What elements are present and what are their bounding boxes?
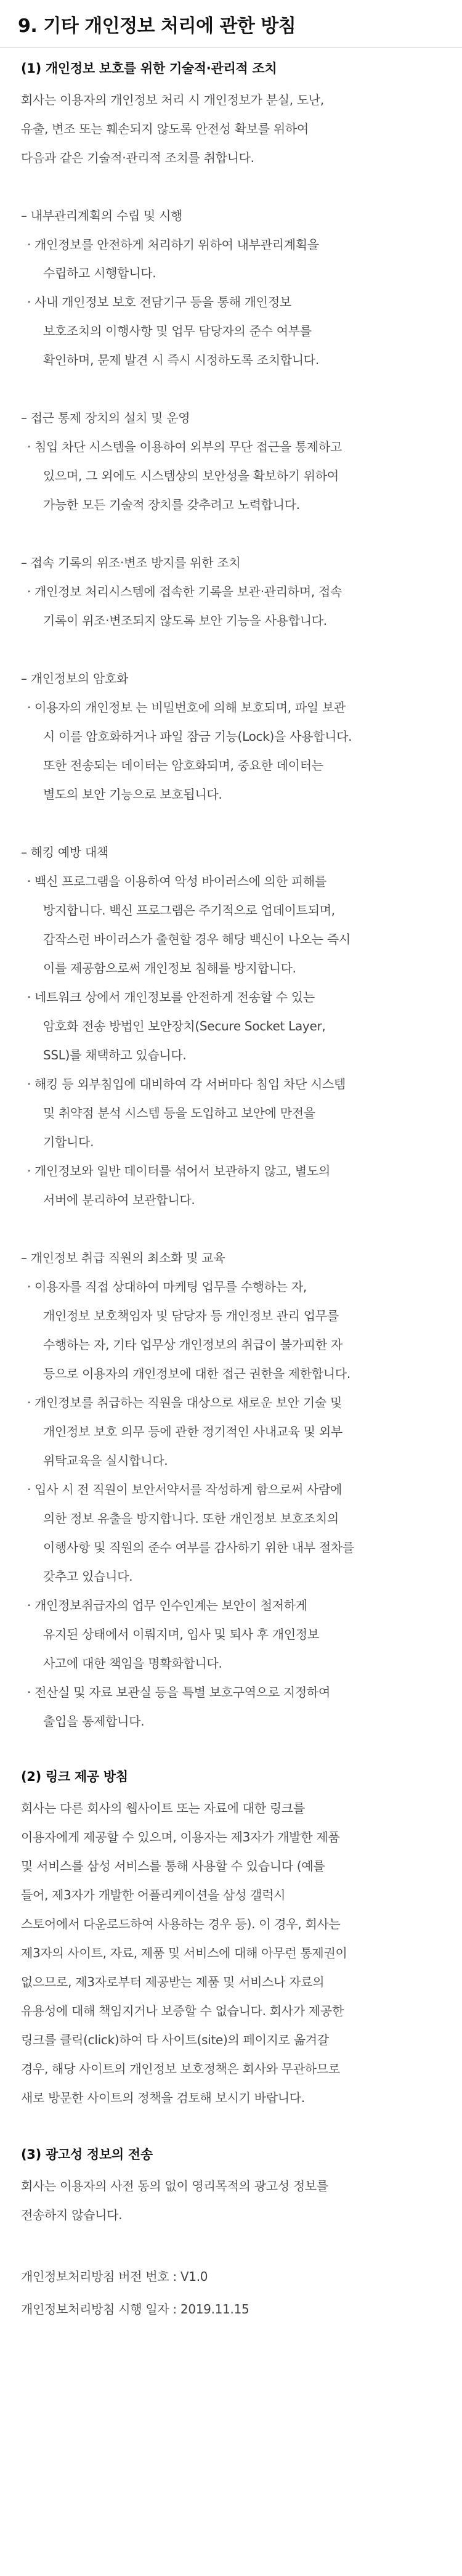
bullet-line: 이행사항 및 직원의 준수 여부를 감사하기 위한 내부 절차를 — [43, 1540, 354, 1555]
bullet-line: · 이용자의 개인정보 는 비밀번호에 의해 보호되며, 파일 보관 — [27, 700, 346, 715]
bullet-line: 유지된 상태에서 이뤄지며, 입사 및 퇴사 후 개인정보 — [43, 1627, 319, 1642]
policy-version: 개인정보처리방침 버전 번호 : V1.0 — [21, 2269, 208, 2284]
paragraph-line: 이용자에게 제공할 수 있으며, 이용자는 제3자가 개발한 제품 — [21, 1830, 340, 1844]
bullet-line: 수행하는 자, 기타 업무상 개인정보의 취급이 불가피한 자 — [43, 1337, 342, 1352]
paragraph-line: 전송하지 않습니다. — [21, 2207, 123, 2222]
bullet-line: 있으며, 그 외에도 시스템상의 보안성을 확보하기 위하여 — [43, 468, 339, 483]
paragraph-line: 새로 방문한 사이트의 정책을 검토해 보시기 바랍니다. — [21, 2090, 305, 2105]
bullet-line: · 개인정보를 안전하게 처리하기 위하여 내부관리계획을 — [27, 237, 319, 252]
bullet-line: 출입을 통제합니다. — [43, 1714, 145, 1729]
paragraph-line: 유용성에 대해 책임지거나 보증할 수 없습니다. 회사가 제공한 — [21, 2003, 344, 2018]
bullet-line: 시 이를 암호화하거나 파일 잠금 기능(Lock)을 사용합니다. — [43, 729, 352, 744]
section-heading: (1) 개인정보 보호를 위한 기술적·관리적 조치 — [21, 61, 277, 76]
paragraph-line: 회사는 다른 회사의 웹사이트 또는 자료에 대한 링크를 — [21, 1801, 305, 1816]
paragraph-line: 없으므로, 제3자로부터 제공받는 제품 및 서비스나 자료의 — [21, 1975, 325, 1989]
bullet-line: 이를 제공함으로써 개인정보 침해를 방지합니다. — [43, 961, 296, 976]
bullet-line: · 개인정보를 취급하는 직원을 대상으로 새로운 보안 기술 및 — [27, 1395, 342, 1410]
bullet-line: · 사내 개인정보 보호 전담기구 등을 통해 개인정보 — [27, 295, 291, 309]
policy-effective-date: 개인정보처리방침 시행 일자 : 2019.11.15 — [21, 2302, 249, 2317]
bullet-line: 사고에 대한 책임을 명확화합니다. — [43, 1656, 222, 1671]
section-heading: (3) 광고성 정보의 전송 — [21, 2147, 153, 2162]
bullet-line: · 개인정보취급자의 업무 인수인계는 보안이 철저하게 — [27, 1598, 307, 1613]
bullet-line: 보호조치의 이행사항 및 업무 담당자의 준수 여부를 — [43, 324, 312, 338]
bullet-line: 서버에 분리하여 보관합니다. — [43, 1192, 195, 1207]
bullet-line: 개인정보 보호 의무 등에 관한 정기적인 사내교육 및 외부 — [43, 1424, 342, 1439]
section-heading: (2) 링크 제공 방침 — [21, 1769, 128, 1784]
bullet-line: 기록이 위조·변조되지 않도록 보안 기능을 사용합니다. — [43, 613, 327, 628]
paragraph-line: 다음과 같은 기술적·관리적 조치를 취합니다. — [21, 150, 254, 165]
paragraph-line: 스토어에서 다운로드하여 사용하는 경우 등). 이 경우, 회사는 — [21, 1917, 341, 1931]
bullet-line: · 개인정보와 일반 데이터를 섞어서 보관하지 않고, 별도의 — [27, 1164, 330, 1178]
bullet-line: 의한 정보 유출을 방지합니다. 또한 개인정보 보호조치의 — [43, 1511, 339, 1526]
bullet-line: · 개인정보 처리시스템에 접속한 기록을 보관·관리하며, 접속 — [27, 584, 342, 599]
bullet-line: · 백신 프로그램을 이용하여 악성 바이러스에 의한 피해를 — [27, 874, 326, 889]
bullet-line: 갑작스런 바이러스가 출현할 경우 해당 백신이 나오는 즉시 — [43, 932, 351, 947]
bullet-line: 갖추고 있습니다. — [43, 1569, 133, 1584]
bullet-line: 별도의 보안 기능으로 보호됩니다. — [43, 787, 222, 802]
paragraph-line: 경우, 해당 사이트의 개인정보 보호정책은 회사와 무관하므로 — [21, 2061, 340, 2076]
bullet-line: 방지합니다. 백신 프로그램은 주기적으로 업데이트되며, — [43, 903, 335, 918]
bullet-line: · 이용자를 직접 상대하여 마케팅 업무를 수행하는 자, — [27, 1279, 307, 1294]
paragraph-line: 회사는 이용자의 사전 동의 없이 영리목적의 광고성 정보를 — [21, 2179, 328, 2193]
bullet-line: SSL)를 채택하고 있습니다. — [43, 1048, 187, 1062]
page-title: 9. 기타 개인정보 처리에 관한 방침 — [18, 15, 296, 37]
bullet-line: · 해킹 등 외부침입에 대비하여 각 서버마다 침입 차단 시스템 — [27, 1077, 346, 1091]
subsection-heading: – 해킹 예방 대책 — [21, 845, 108, 860]
paragraph-line: 유출, 변조 또는 훼손되지 않도록 안전성 확보를 위하여 — [21, 121, 309, 136]
bullet-line: 암호화 전송 방법인 보안장치(Secure Socket Layer, — [43, 1019, 326, 1033]
title-divider — [0, 47, 462, 48]
bullet-line: 및 취약점 분석 시스템 등을 도입하고 보안에 만전을 — [43, 1106, 315, 1120]
bullet-line: 개인정보 보호책임자 및 담당자 등 개인정보 관리 업무를 — [43, 1308, 339, 1323]
bullet-line: 등으로 이용자의 개인정보에 대한 접근 권한을 제한합니다. — [43, 1366, 351, 1381]
bullet-line: 확인하며, 문제 발견 시 즉시 시정하도록 조치합니다. — [43, 353, 319, 367]
subsection-heading: – 내부관리계획의 수립 및 시행 — [21, 208, 183, 223]
bullet-line: 수립하고 시행합니다. — [43, 266, 156, 280]
subsection-heading: – 접근 통제 장치의 설치 및 운영 — [21, 410, 190, 425]
subsection-heading: – 접속 기록의 위조·변조 방지를 위한 조치 — [21, 555, 241, 570]
paragraph-line: 제3자의 사이트, 자료, 제품 및 서비스에 대해 아무런 통제권이 — [21, 1946, 347, 1960]
subsection-heading: – 개인정보 취급 직원의 최소화 및 교육 — [21, 1250, 225, 1265]
bullet-line: 기합니다. — [43, 1135, 94, 1149]
paragraph-line: 링크를 클릭(click)하여 타 사이트(site)의 페이지로 옮겨갈 — [21, 2032, 329, 2047]
paragraph-line: 들어, 제3자가 개발한 어플리케이션을 삼성 갤럭시 — [21, 1888, 286, 1902]
bullet-line: 또한 전송되는 데이터는 암호화되며, 중요한 데이터는 — [43, 758, 323, 773]
bullet-line: · 침입 차단 시스템을 이용하여 외부의 무단 접근을 통제하고 — [27, 439, 342, 454]
bullet-line: · 전산실 및 자료 보관실 등을 특별 보호구역으로 지정하여 — [27, 1685, 330, 1700]
subsection-heading: – 개인정보의 암호화 — [21, 671, 128, 686]
bullet-line: 위탁교육을 실시합니다. — [43, 1453, 168, 1468]
bullet-line: · 네트워크 상에서 개인정보를 안전하게 전송할 수 있는 — [27, 990, 315, 1005]
bullet-line: · 입사 시 전 직원이 보안서약서를 작성하게 함으로써 사람에 — [27, 1482, 342, 1497]
bullet-line: 가능한 모든 기술적 장치를 갖추려고 노력합니다. — [43, 497, 300, 512]
paragraph-line: 및 서비스를 삼성 서비스를 통해 사용할 수 있습니다 (예를 — [21, 1859, 325, 1873]
paragraph-line: 회사는 이용자의 개인정보 처리 시 개인정보가 분실, 도난, — [21, 92, 324, 107]
